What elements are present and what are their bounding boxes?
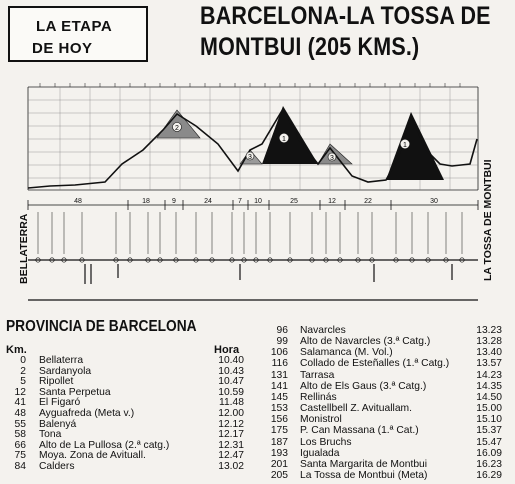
row-place: P. Can Massana (1.ª Cat.) [300,425,419,437]
row-km: 106 [270,347,288,359]
row-place: Calders [39,461,75,472]
itinerary-row [4,376,244,387]
segment-distance-9: 22 [364,198,372,205]
row-km: 0 [20,355,26,366]
stage-title-line1: BARCELONA-LA TOSSA DE [200,2,491,30]
row-hour: 13.57 [476,358,502,370]
climb-number-2: 3 [248,154,252,161]
row-hour: 16.09 [476,447,502,459]
row-km: 175 [270,425,288,437]
row-hour: 10.47 [218,376,244,388]
row-km: 193 [270,447,288,459]
climb-number-3: 1 [282,136,286,143]
climb-number-4: 3 [330,155,334,162]
itinerary-row [262,325,502,336]
row-hour: 13.23 [476,325,502,336]
row-place: Igualada [300,447,340,459]
row-place: Rellinás [300,391,337,403]
itinerary-row [4,429,244,440]
row-place: Navarcles [300,325,346,336]
row-hour: 15.00 [476,403,502,415]
row-hour: 12.31 [218,439,244,451]
row-km: 201 [270,458,288,470]
segment-distance-6: 10 [254,198,262,205]
itinerary-row [4,450,244,461]
itinerary-row [262,392,502,403]
stage-label-line1: LA ETAPA [36,18,113,35]
itinerary-row [262,459,502,470]
row-place: Collado de Esteñalles (1.ª Catg.) [300,358,450,370]
row-place: Sardanyola [39,365,92,377]
row-km: 66 [14,439,26,451]
row-hour: 14.23 [476,369,502,381]
row-km: 84 [14,461,26,472]
itinerary-row [262,381,502,392]
row-hour: 15.37 [476,425,502,437]
row-km: 153 [270,403,288,415]
row-km: 48 [14,408,26,419]
stage-profile [0,78,515,318]
climb-fill-can-massana [386,112,444,180]
row-km: 205 [270,469,288,481]
row-hour: 10.40 [218,355,244,366]
itinerary-row [262,358,502,369]
row-km: 2 [20,365,26,377]
itinerary-row [4,461,244,472]
row-km: 96 [276,325,288,336]
row-km: 41 [14,397,26,409]
itinerary-row [262,425,502,436]
row-km: 99 [276,336,288,348]
province-title: PROVINCIA DE BARCELONA [6,318,197,335]
itinerary-row [4,419,244,430]
row-place: Tarrasa [300,369,335,381]
row-km: 131 [270,369,288,381]
row-km: 55 [14,418,26,430]
row-hour: 15.10 [476,414,502,426]
finish-label: LA TOSSA DE MONTBUI [482,159,494,281]
row-hour: 14.50 [476,391,502,403]
row-km: 58 [14,429,26,441]
distance-labels [74,198,438,205]
stage-label-box [8,6,148,62]
row-km: 12 [14,386,26,398]
row-place: La Tossa de Montbui (Meta) [300,469,428,481]
row-place: Tona [39,429,62,441]
climb-fill-estenalles [262,106,318,164]
row-km: 141 [270,380,288,392]
row-hour: 13.40 [476,347,502,359]
row-place: Bellaterra [39,355,84,366]
itinerary-row [4,440,244,451]
row-hour: 11.48 [218,397,244,409]
row-km: 116 [271,358,288,370]
itinerary-row [4,408,244,419]
row-hour: 12.00 [218,408,244,419]
row-place: Salamanca (M. Vol.) [300,347,393,359]
row-place: Santa Margarita de Montbui [300,458,428,470]
hour-header-left: Hora [214,344,240,356]
row-hour: 14.35 [476,380,502,392]
row-hour: 12.17 [218,429,244,441]
start-label: BELLATERRA [18,213,30,284]
row-hour: 16.29 [476,469,502,481]
row-hour: 15.47 [476,436,502,448]
row-km: 145 [270,391,288,403]
row-place: Balenyá [39,418,77,430]
route-line [28,260,478,300]
segment-distance-2: 18 [142,198,150,205]
row-hour: 13.28 [476,336,502,348]
segment-distance-1: 48 [74,198,82,205]
segment-distance-7: 25 [290,198,298,205]
itinerary-row [262,370,502,381]
profile-top-ticks [40,83,460,87]
itinerary-row [4,397,244,408]
itinerary-row [262,448,502,459]
row-place: Moya. Zona de Avituall. [39,450,146,462]
row-place: Castellbell Z. Avituallam. [300,403,412,415]
row-place: Santa Perpetua [39,386,111,398]
row-place: Alto de Navarcles (3.ª Catg.) [300,336,431,348]
row-hour: 12.12 [218,418,244,430]
segment-distance-3: 9 [172,198,176,205]
climb-number-1: 2 [175,125,179,132]
row-hour: 13.02 [218,461,244,472]
itinerary-row [262,347,502,358]
town-markers [38,212,462,254]
row-hour: 16.23 [476,458,502,470]
itinerary-row [4,366,244,377]
row-place: Ayguafreda (Meta v.) [39,408,135,419]
itinerary-row [262,403,502,414]
row-place: Alto de Els Gaus (3.ª Catg.) [300,380,427,392]
row-place: Ripollet [39,376,74,388]
itinerary-row [262,470,502,481]
row-hour: 12.47 [218,450,244,462]
row-hour: 10.59 [218,386,244,398]
row-km: 156 [270,414,288,426]
distance-scale [28,200,478,210]
row-place: Los Bruchs [300,436,352,448]
row-place: El Figaró [39,397,81,409]
climb-number-5: 1 [403,142,407,149]
itinerary-row [262,414,502,425]
segment-distance-8: 12 [328,198,336,205]
row-hour: 10.43 [218,365,244,377]
itinerary-row [4,387,244,398]
row-place: Monistrol [300,414,342,426]
segment-distance-5: 7 [238,198,242,205]
segment-distance-10: 30 [430,198,438,205]
itinerary-row [262,437,502,448]
row-place: Alto de La Pullosa (2.ª catg.) [39,439,170,451]
row-km: 5 [20,376,26,388]
km-header-left: Km. [6,344,27,356]
stage-label-line2: DE HOY [32,40,93,57]
segment-distance-4: 24 [204,198,212,205]
row-km: 187 [270,436,288,448]
itinerary-row [4,355,244,366]
itinerary-row [262,336,502,347]
stage-title-line2: MONTBUI (205 KMS.) [200,33,420,61]
row-km: 75 [14,450,26,462]
